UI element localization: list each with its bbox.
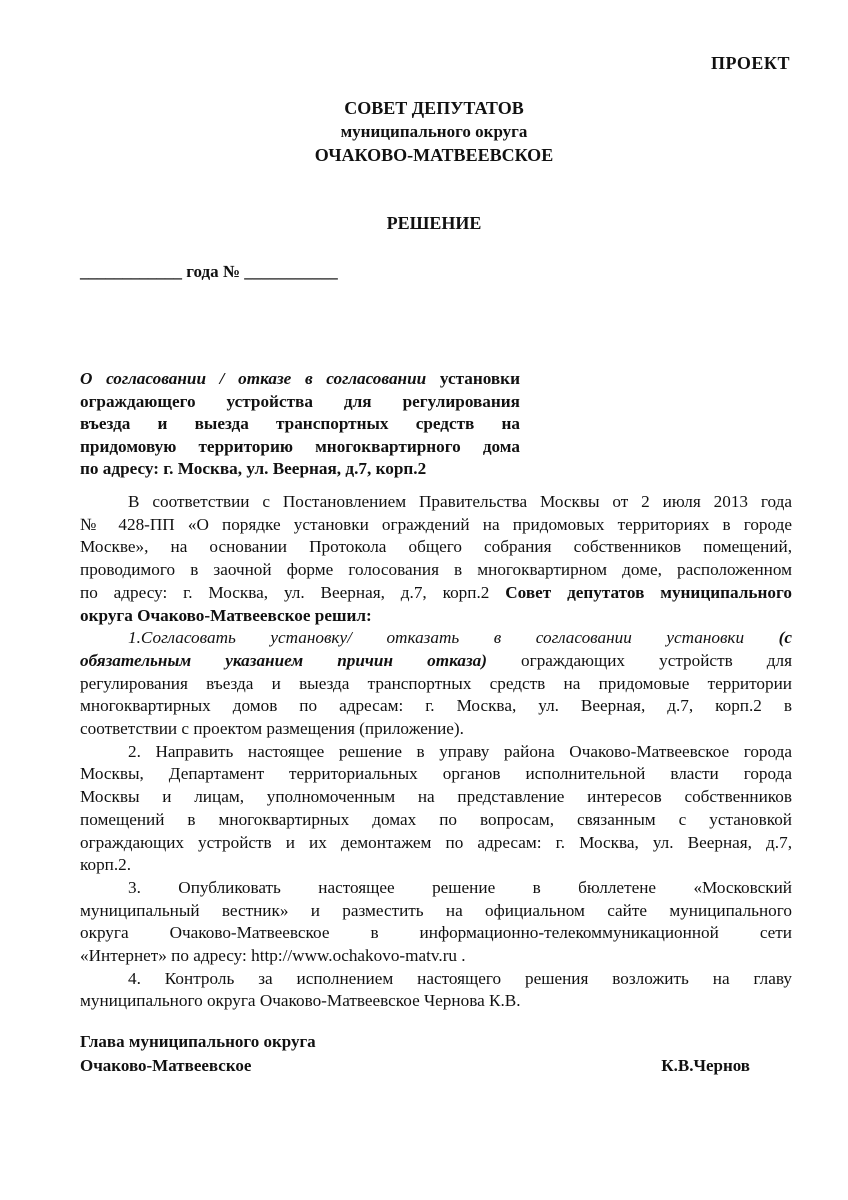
- body-text: по адресу: г. Москва, ул. Веерная, д.7, корп.2: [80, 582, 506, 602]
- subject-line: придомовую территорию многоквартирного дома: [80, 436, 520, 456]
- item2-line: корп.2.: [80, 855, 132, 875]
- body-line: Москве», на основании Протокола общего собрания собственников помещений,: [80, 537, 792, 557]
- item1-bold-italic-text: обязательным указанием причин отказа): [80, 650, 487, 670]
- item1-line: [80, 627, 792, 650]
- item1-italic-text: 1.Согласовать установку/ отказать в согласовании установки: [128, 628, 745, 648]
- body-bold-text: Совет депутатов муниципального: [505, 582, 792, 602]
- body-line: округа Очаково-Матвеевское решил:: [80, 605, 372, 625]
- item4-line: муниципального округа Очаково-Матвеевское Чернова К.В.: [80, 991, 521, 1011]
- item1-line: [80, 650, 792, 673]
- item4-line: 4. Контроль за исполнением настоящего решения возложить на главу: [128, 968, 792, 988]
- signatory-title: Глава муниципального округа: [80, 1032, 316, 1051]
- body-line: № 428-ПП «О порядке установки ограждений на придомовых территориях в городе: [80, 514, 792, 534]
- draft-mark: ПРОЕКТ: [711, 53, 790, 73]
- item3-line: округа Очаково-Матвеевское в информационно-телекоммуникационной сети: [80, 923, 792, 943]
- decision-subject: [80, 368, 520, 481]
- item2-line: помещений в многоквартирных домах по вопросам, связанным с установкой: [80, 809, 792, 829]
- item2-line: 2. Направить настоящее решение в управу района Очаково-Матвеевское города: [128, 741, 792, 761]
- body-line: [80, 582, 792, 605]
- issuer-header: [0, 96, 848, 167]
- item2-line: Москвы, Департамент территориальных органов исполнительной власти города: [80, 764, 792, 784]
- issuer-title: СОВЕТ ДЕПУТАТОВ: [344, 98, 524, 118]
- body-line: В соответствии с Постановлением Правительства Москвы от 2 июля 2013 года: [128, 492, 792, 511]
- signature-block: [80, 1030, 750, 1078]
- subject-line: по адресу: г. Москва, ул. Веерная, д.7, корп.2: [80, 459, 427, 478]
- subject-line: въезда и выезда транспортных средств на: [80, 414, 520, 433]
- item1-line: регулирования въезда и выезда транспортных средств на придомовые территории: [80, 673, 792, 693]
- date-number-line: ____________ года № ___________: [80, 262, 338, 281]
- item1-line: многоквартирных домов по адресам: г. Москва, ул. Веерная, д.7, корп.2 в: [80, 696, 792, 716]
- item3-line: 3. Опубликовать настоящее решение в бюллетене «Московский: [128, 877, 792, 897]
- item2-line: Москвы и лицам, уполномоченным на представление интересов собственников: [80, 787, 792, 807]
- item1-line: соответствии с проектом размещения (приложение).: [80, 719, 464, 739]
- subject-line: ограждающего устройства для регулирования: [80, 391, 520, 411]
- subject-text: установки: [426, 369, 520, 388]
- subject-line: [80, 368, 520, 391]
- signature-row: [80, 1054, 750, 1078]
- decision-body: [80, 491, 792, 1013]
- item1-bold-italic-text: (с: [744, 628, 793, 648]
- subject-italic-text: О согласовании / отказе в согласовании: [80, 369, 427, 388]
- decision-title: РЕШЕНИЕ: [386, 213, 482, 233]
- signatory-name: К.В.Чернов: [661, 1056, 750, 1075]
- issuer-name: ОЧАКОВО-МАТВЕЕВСКОЕ: [314, 145, 554, 165]
- item2-line: ограждающих устройств и их демонтажем по адресам: г. Москва, ул. Веерная, д.7,: [80, 832, 792, 852]
- item3-line: муниципальный вестник» и разместить на официальном сайте муниципального: [80, 900, 792, 920]
- issuer-subtitle: муниципального округа: [340, 122, 528, 141]
- item3-line: «Интернет» по адресу: http://www.ochakovo-matv.ru .: [80, 946, 466, 966]
- signatory-district: Очаково-Матвеевское: [80, 1056, 252, 1075]
- body-line: проводимого в заочной форме голосования в многоквартирном доме, расположенном: [80, 560, 792, 580]
- item1-text: ограждающих устройств для: [486, 650, 792, 670]
